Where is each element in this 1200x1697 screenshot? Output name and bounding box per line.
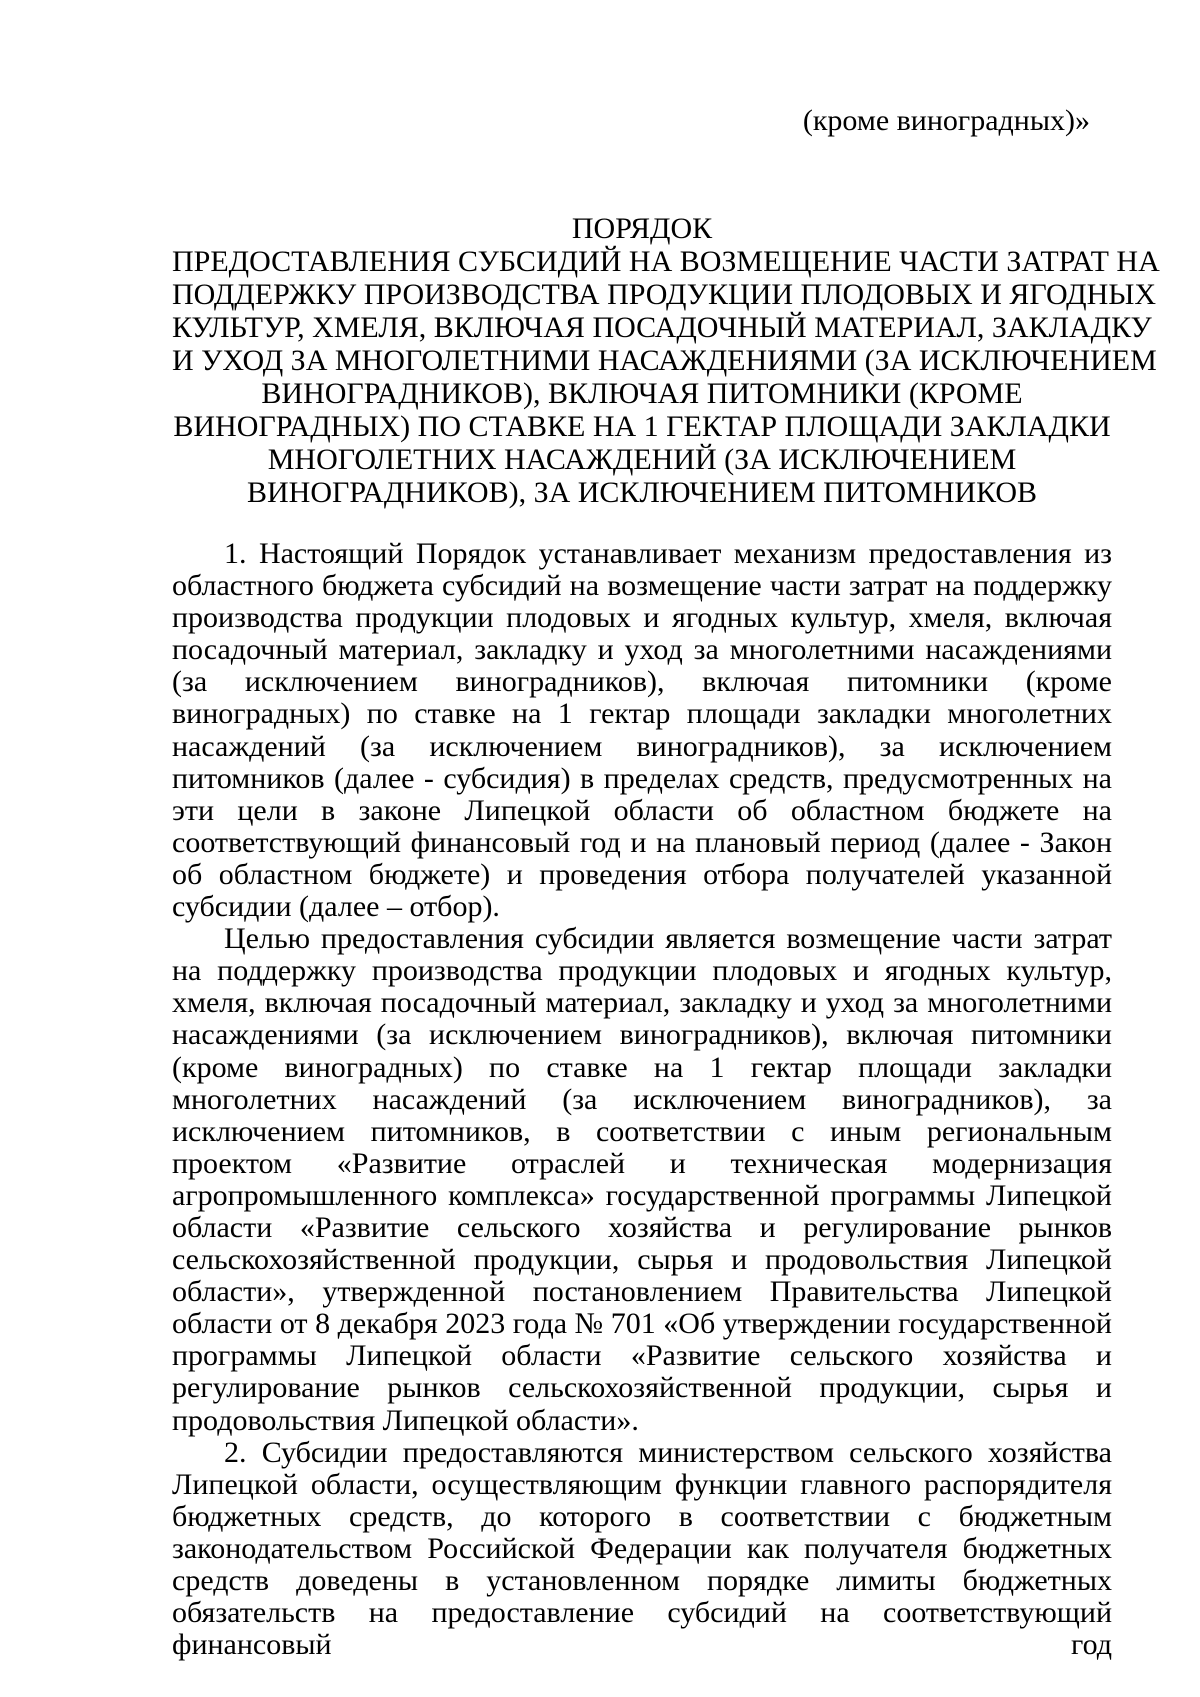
- title-line: ПОРЯДОК: [571, 212, 713, 245]
- paragraph-3: 2. Субсидии предоставляются министерством сельского хозяйства Липецкой области, осуществляющим функции главного распорядителя бюджетных средств, до которого в соответствии с бюджетным законодательством Российской Федерации как получателя бюджетных средств доведены в установленном порядке лимиты бюджетных обязательств на предоставление субсидий на соответствующий финансовый год: [172, 1435, 1112, 1662]
- title-line: ВИНОГРАДНЫХ) ПО СТАВКЕ НА 1 ГЕКТАР ПЛОЩАДИ ЗАКЛАДКИ: [173, 410, 1111, 443]
- title-line: ВИНОГРАДНИКОВ), ВКЛЮЧАЯ ПИТОМНИКИ (КРОМЕ: [261, 377, 1023, 410]
- title-line: И УХОД ЗА МНОГОЛЕТНИМИ НАСАЖДЕНИЯМИ (ЗА ИСКЛЮЧЕНИЕМ: [172, 344, 1157, 377]
- title-line: ВИНОГРАДНИКОВ), ЗА ИСКЛЮЧЕНИЕМ ПИТОМНИКОВ: [246, 476, 1038, 509]
- document-body: [172, 538, 1112, 1661]
- header-continuation-text: (кроме виноградных)»: [802, 104, 1090, 137]
- paragraph-1: 1. Настоящий Порядок устанавливает механизм предоставления из областного бюджета субсидий на возмещение части затрат на поддержку производства продукции плодовых и ягодных культур, хмеля, включая посадочный материал, закладку и уход за многолетними насаждениями (за исключением виноградников), включая питомники (кроме виноградных) по ставке на 1 гектар площади закладки многолетних насаждений (за исключением виноградников), за исключением питомников (далее - субсидия) в пределах средств, предусмотренных на эти цели в законе Липецкой области об областном бюджете на соответствующий финансовый год и на плановый период (далее - Закон об областном бюджете) и проведения отбора получателей указанной субсидии (далее – отбор).: [172, 537, 1112, 924]
- title-line: МНОГОЛЕТНИХ НАСАЖДЕНИЙ (ЗА ИСКЛЮЧЕНИЕМ: [267, 443, 1017, 476]
- title-line: КУЛЬТУР, ХМЕЛЯ, ВКЛЮЧАЯ ПОСАДОЧНЫЙ МАТЕРИАЛ, ЗАКЛАДКУ: [172, 311, 1152, 344]
- document-title: [172, 212, 1160, 509]
- title-line: ПОДДЕРЖКУ ПРОИЗВОДСТВА ПРОДУКЦИИ ПЛОДОВЫХ И ЯГОДНЫХ: [172, 278, 1157, 311]
- title-line: ПРЕДОСТАВЛЕНИЯ СУБСИДИЙ НА ВОЗМЕЩЕНИЕ ЧАСТИ ЗАТРАТ НА: [172, 245, 1160, 278]
- paragraph-2: Целью предоставления субсидии является возмещение части затрат на поддержку производства продукции плодовых и ягодных культур, хмеля, включая посадочный материал, закладку и уход за многолетними насаждениями (за исключением виноградников), включая питомники (кроме виноградных) по ставке на 1 гектар площади закладки многолетних насаждений (за исключением виноградников), за исключением питомников, в соответствии с иным региональным проектом «Развитие отраслей и техническая модернизация агропромышленного комплекса» государственной программы Липецкой области «Развитие сельского хозяйства и регулирование рынков сельскохозяйственной продукции, сырья и продовольствия Липецкой области», утвержденной постановлением Правительства Липецкой области от 8 декабря 2023 года № 701 «Об утверждении государственной программы Липецкой области «Развитие сельского хозяйства и регулирование рынков сельскохозяйственной продукции, сырья и продовольствия Липецкой области».: [172, 922, 1112, 1437]
